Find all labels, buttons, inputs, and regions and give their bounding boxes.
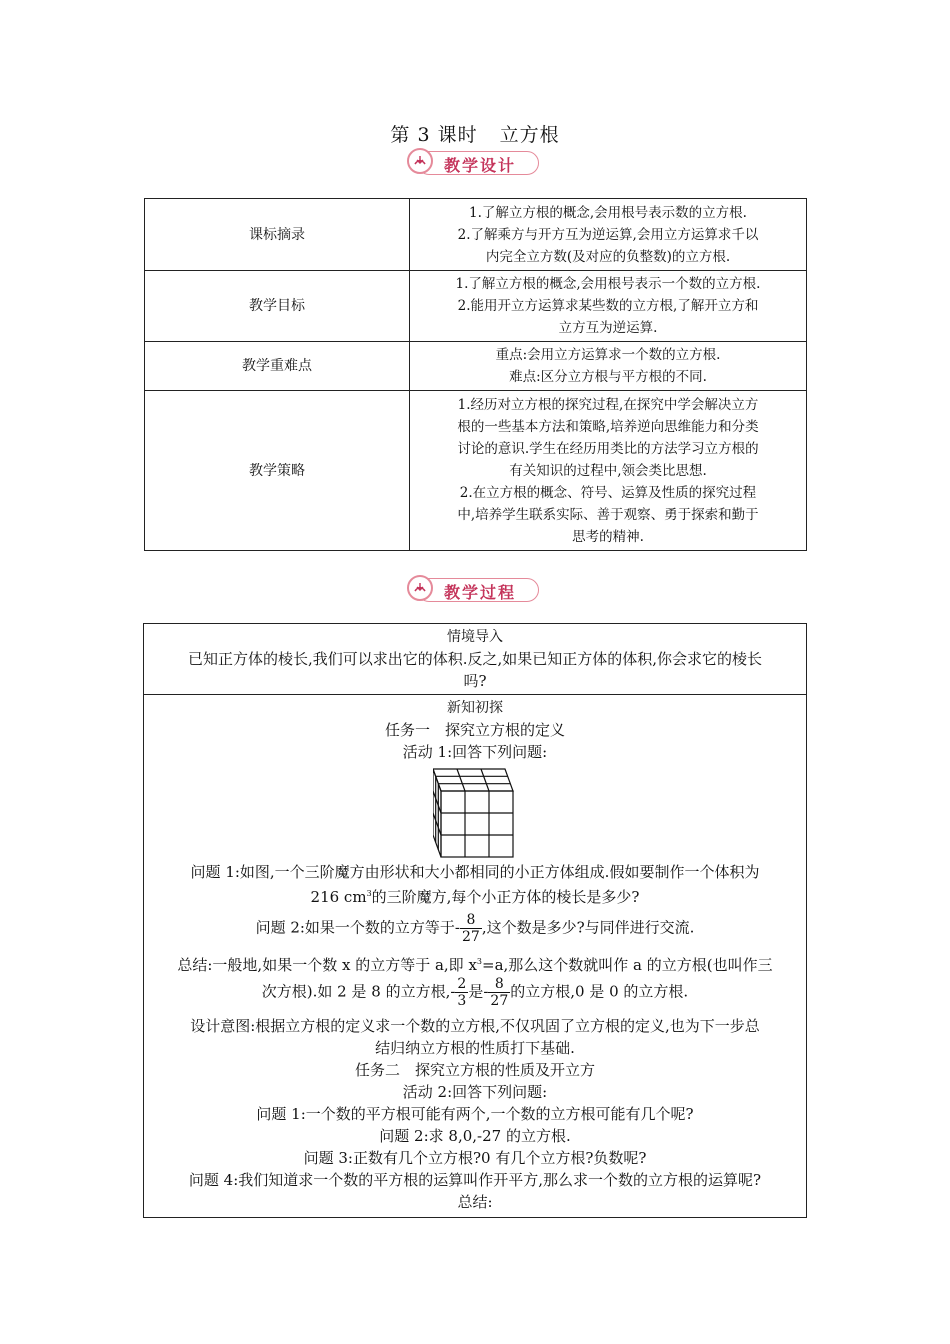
table-row: [144, 695, 807, 1218]
content-line: 中,培养学生联系实际、善于观察、勇于探索和勤于: [457, 506, 759, 523]
question-2: 问题 2:如果一个数的立方等于- $\frac{8}{27}$ ,这个数是多少?与同伴进行交流.: [255, 912, 695, 945]
table-row: [145, 271, 807, 342]
activity-one: 活动 1:回答下列问题:: [402, 743, 548, 761]
task-one: 任务一 探究立方根的定义: [384, 721, 565, 739]
summary-1-cont: 次方根).如 2 是 8 的立方根,- $\frac{2}{3}$ 是- $\frac{8}{27}$ 的立方根,0 是 0 的立方根.: [261, 976, 689, 1009]
content-line: 重点:会用立方运算求一个数的立方根.: [495, 347, 721, 363]
design-intent-cont: 结归纳立方根的性质打下基础.: [375, 1039, 575, 1057]
process-table: [143, 623, 807, 1218]
process-badge: [407, 575, 539, 603]
intro-cell: [144, 624, 807, 695]
row-label: 课标摘录: [145, 199, 410, 271]
explore-cell: [144, 695, 807, 1218]
content-line: 思考的精神.: [572, 528, 644, 545]
table-row: [145, 342, 807, 391]
table-row: [145, 199, 807, 271]
row-content: [410, 199, 807, 271]
design-table: [144, 198, 807, 551]
content-line: 讨论的意识.学生在经历用类比的方法学习立方根的: [457, 440, 759, 457]
badge-icon: [407, 575, 433, 601]
activity-two-question-4: 问题 4:我们知道求一个数的平方根的运算叫作开平方,那么求一个数的立方根的运算呢?: [188, 1171, 762, 1189]
design-badge-label: 教学设计: [444, 156, 517, 175]
fraction: $\frac{2}{3}$: [457, 976, 467, 1009]
content-line: 内完全立方数(及对应的负整数)的立方根.: [485, 248, 731, 265]
intro-text: 吗?: [463, 672, 487, 690]
content-line: 难点:区分立方根与平方根的不同.: [509, 369, 707, 385]
fraction: $\frac{8}{27}$: [462, 912, 480, 945]
activity-two-question-1: 问题 1:一个数的平方根可能有两个,一个数的立方根可能有几个呢?: [256, 1105, 694, 1123]
lesson-number: 第 3 课时: [390, 124, 478, 146]
row-label: 教学目标: [145, 271, 410, 342]
content-line: 根的一些基本方法和策略,培养逆向思维能力和分类: [457, 418, 759, 435]
activity-two: 活动 2:回答下列问题:: [402, 1083, 548, 1101]
content-line: 1.了解立方根的概念,会用根号表示数的立方根.: [469, 204, 747, 221]
row-content: [410, 342, 807, 391]
row-content: [410, 391, 807, 551]
intro-text: 已知正方体的棱长,我们可以求出它的体积.反之,如果已知正方体的体积,你会求它的棱长: [187, 650, 763, 668]
content-line: 1.了解立方根的概念,会用根号表示一个数的立方根.: [455, 276, 761, 292]
content-line: 有关知识的过程中,领会类比思想.: [509, 462, 707, 479]
intro-heading: 情境导入: [447, 629, 503, 645]
summary-1: 总结:一般地,如果一个数 x 的立方等于 a,即 $x^3=a$,那么这个数就叫作 a 的立方根(也叫作三: [177, 956, 773, 974]
content-line: 2.了解乘方与开方互为逆运算,会用立方运算求千以: [457, 226, 759, 243]
question-1-cont: 216 $cm^3$的三阶魔方,每个小正方体的棱长是多少?: [310, 888, 640, 906]
design-intent: 设计意图:根据立方根的定义求一个数的立方根,不仅巩固了立方根的定义,也为下一步总: [190, 1017, 760, 1035]
row-label: 教学策略: [145, 391, 410, 551]
question-1: 问题 1:如图,一个三阶魔方由形状和大小都相同的小正方体组成.假如要制作一个体积为: [190, 863, 760, 881]
page-title: [0, 120, 950, 147]
content-line: 2.能用开立方运算求某些数的立方根,了解开立方和: [457, 298, 759, 314]
table-row: [144, 624, 807, 695]
content-line: 1.经历对立方根的探究过程,在探究中学会解决立方: [457, 396, 759, 413]
content-line: 2.在立方根的概念、符号、运算及性质的探究过程: [459, 484, 757, 501]
design-badge: [407, 148, 539, 176]
fraction: $\frac{8}{27}$: [490, 976, 509, 1009]
activity-two-question-2: 问题 2:求 8,0,-27 的立方根.: [379, 1127, 571, 1145]
content-line: 立方互为逆运算.: [558, 320, 658, 336]
activity-two-question-3: 问题 3:正数有几个立方根?0 有几个立方根?负数呢?: [303, 1149, 647, 1167]
process-badge-label: 教学过程: [444, 583, 517, 602]
row-label: 教学重难点: [145, 342, 410, 391]
task-two: 任务二 探究立方根的性质及开立方: [354, 1061, 595, 1079]
activity-two-summary: 总结:: [457, 1193, 493, 1211]
badge-icon: [407, 148, 433, 174]
explore-heading: 新知初探: [447, 700, 503, 716]
rubiks-cube-figure: [433, 767, 517, 859]
lesson-topic: 立方根: [499, 124, 560, 146]
table-row: [145, 391, 807, 551]
row-content: [410, 271, 807, 342]
